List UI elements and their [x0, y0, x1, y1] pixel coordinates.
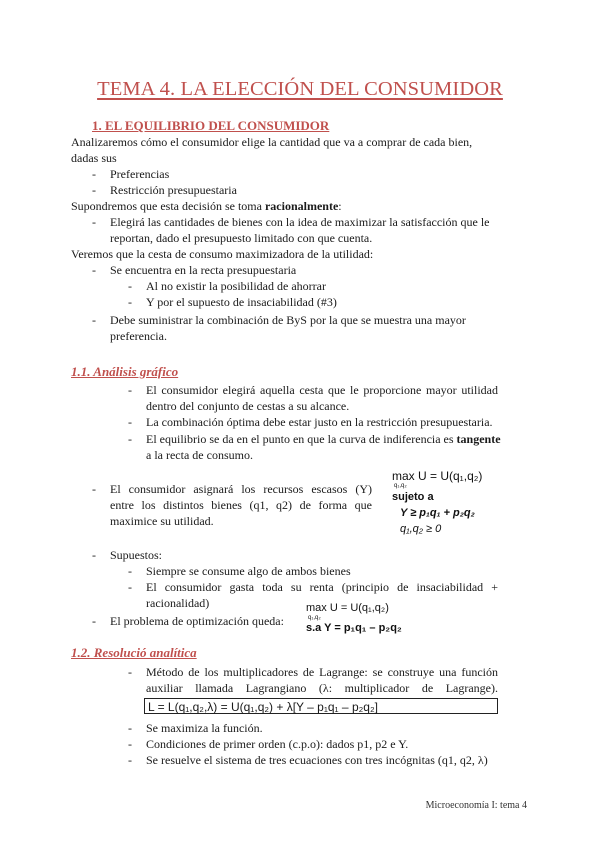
problema-item: El problema de optimización queda: — [110, 614, 284, 628]
list-dash: - — [128, 383, 132, 397]
formula-max-line: max U = U(q₁,q₂) — [392, 469, 483, 483]
cesta-line-1: El consumidor elegirá aquella cesta que le proporcione mayor utilidad — [146, 383, 498, 397]
list-dash: - — [128, 295, 132, 309]
supuestos-item: Supuestos: — [110, 548, 163, 562]
ambos-item: Siempre se consume algo de ambos bienes — [146, 564, 351, 578]
list-dash: - — [128, 753, 132, 767]
formula2-constraint-line: s.a Y = p₁q₁ – p₂q₂ — [306, 622, 402, 634]
list-dash: - — [92, 482, 96, 496]
cesta-line-2: dentro del conjunto de cestas a su alcance. — [146, 399, 350, 413]
intro-line-1: Analizaremos cómo el consumidor elige la cantidad que va a comprar de cada bien, — [71, 135, 473, 149]
list-dash: - — [92, 313, 96, 327]
list-dash: - — [128, 432, 132, 446]
formula-sujeto-line: sujeto a — [392, 491, 434, 503]
intro-line-2: dadas sus — [71, 151, 117, 165]
list-dash: - — [128, 737, 132, 751]
asignara-line-2: entre los distintos bienes (q1, q2) de forma que — [110, 498, 372, 512]
section-heading-resolucion-analitica: 1.2. Resolució analítica — [71, 645, 197, 660]
list-dash: - — [128, 564, 132, 578]
list-dash: - — [128, 665, 132, 679]
list-item-restriccion: Restricción presupuestaria — [110, 183, 237, 197]
formula-constraint-line: Y ≥ p₁q₁ + p₂q₂ — [400, 507, 475, 519]
formula-max-subscript: q₁,q₂ — [394, 483, 407, 489]
list-dash: - — [92, 183, 96, 197]
elegira-line-2: reportan, dado el presupuesto limitado con que cuenta. — [110, 231, 373, 245]
list-dash: - — [92, 215, 96, 229]
list-item-preferencias: Preferencias — [110, 167, 170, 181]
lagrangian-formula-box: L = L(q₁,q₂,λ) = U(q₁,q₂) + λ[Y – p₁q₁ – p₂q₂] — [144, 698, 498, 714]
suministrar-line-2: preferencia. — [110, 329, 167, 343]
list-dash: - — [128, 721, 132, 735]
list-dash: - — [92, 614, 96, 628]
optima-item: La combinación óptima debe estar justo en la restricción presupuestaria. — [146, 415, 493, 429]
page-title: TEMA 4. LA ELECCIÓN DEL CONSUMIDOR — [97, 78, 503, 100]
recta-item: Se encuentra en la recta presupuestaria — [110, 263, 297, 277]
renta-line-1: El consumidor gasta toda su renta (principio de insaciabilidad + — [146, 580, 498, 594]
asignara-line-1: El consumidor asignará los recursos escasos (Y) — [110, 482, 372, 496]
elegira-line-1: Elegirá las cantidades de bienes con la idea de maximizar la satisfacción que le — [110, 215, 490, 229]
equilibrio-line-2: a la recta de consumo. — [146, 448, 253, 462]
metodo-line-2: auxiliar llamada Lagrangiano (λ: multiplicador de Lagrange). — [146, 681, 498, 695]
renta-line-2: racionalidad) — [146, 596, 210, 610]
section-heading-analisis-grafico: 1.1. Análisis gráfico — [71, 364, 179, 379]
veremos-line: Veremos que la cesta de consumo maximizadora de la utilidad: — [71, 247, 374, 261]
formula2-max-line: max U = U(q₁,q₂) — [306, 602, 389, 614]
formula2-max-subscript: q₁,q₂ — [308, 615, 321, 621]
suministrar-line-1: Debe suministrar la combinación de ByS por la que se muestra una mayor — [110, 313, 466, 327]
asignara-line-3: maximice su utilidad. — [110, 514, 214, 528]
insaciabilidad-item: Y por el supuesto de insaciabilidad (#3) — [146, 295, 337, 309]
page-footer: Microeconomía I: tema 4 — [425, 800, 527, 811]
list-dash: - — [128, 415, 132, 429]
list-dash: - — [92, 167, 96, 181]
ahorrar-item: Al no existir la posibilidad de ahorrar — [146, 279, 326, 293]
suppose-line: Supondremos que esta decisión se toma racionalmente: — [71, 199, 342, 213]
condiciones-item: Condiciones de primer orden (c.p.o): dados p1, p2 e Y. — [146, 737, 409, 751]
metodo-line-1: Método de los multiplicadores de Lagrange: se construye una función — [146, 665, 498, 679]
section-heading-equilibrio: 1. EL EQUILIBRIO DEL CONSUMIDOR — [92, 118, 330, 133]
list-dash: - — [92, 263, 96, 277]
maximiza-item: Se maximiza la función. — [146, 721, 263, 735]
equilibrio-line-1: El equilibrio se da en el punto en que la curva de indiferencia es tangente — [146, 432, 501, 446]
list-dash: - — [92, 548, 96, 562]
formula-nonneg-line: q₁,q₂ ≥ 0 — [400, 523, 442, 535]
list-dash: - — [128, 279, 132, 293]
sistema-item: Se resuelve el sistema de tres ecuaciones con tres incógnitas (q1, q2, λ) — [146, 753, 488, 767]
list-dash: - — [128, 580, 132, 594]
